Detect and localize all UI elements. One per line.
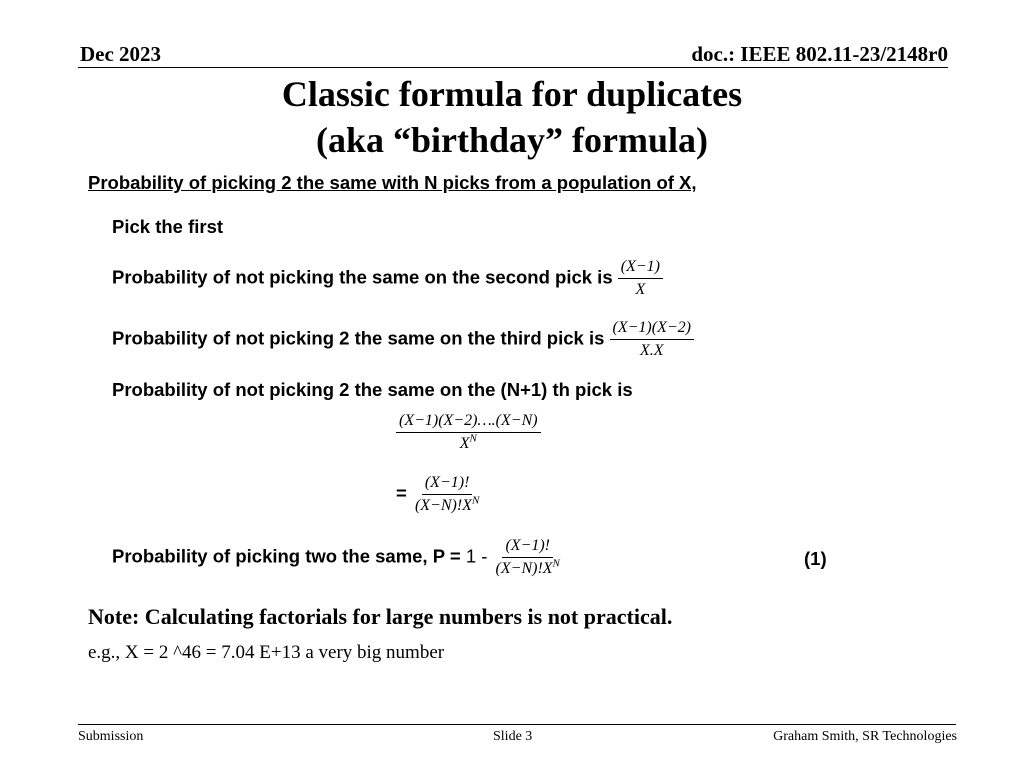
second-pick-line (112, 256, 663, 301)
fraction-denominator (493, 558, 563, 580)
fraction-denominator: X (635, 281, 646, 298)
footer-slide-number: Slide 3 (493, 729, 533, 744)
header-rule (78, 67, 948, 68)
den-base: (X−N)!X (414, 497, 472, 514)
footer-rule (78, 724, 956, 725)
probability-label: Probability of picking two the same, P = (112, 545, 466, 567)
example-text: e.g., X = 2 ^46 = 7.04 E+13 a very big number (88, 642, 445, 663)
footer-author: Graham Smith, SR Technologies (773, 729, 957, 744)
den-exponent: N (471, 494, 480, 507)
footer-submission: Submission (78, 729, 144, 744)
fraction-numerator: (X−1) (618, 256, 663, 279)
den-exponent: N (469, 432, 477, 445)
second-pick-text: Probability of not picking the same on the second pick is (112, 266, 613, 288)
title-line-2: (aka “birthday” formula) (315, 120, 708, 160)
den-base: X (459, 435, 470, 452)
fraction-denominator: X.X (639, 342, 664, 359)
nth-pick-text: Probability of not picking 2 the same on the (N+1) th pick is (112, 379, 633, 400)
fraction (396, 410, 541, 455)
equation-number: (1) (804, 548, 827, 569)
subtitle: Probability of picking 2 the same with N picks from a population of X, (88, 172, 697, 193)
fraction-numerator: (X−1)(X−2) (610, 317, 694, 340)
pick-first-text: Pick the first (112, 216, 224, 237)
den-exponent: N (552, 557, 560, 570)
header-date: Dec 2023 (80, 42, 162, 66)
factorial-fraction (412, 472, 482, 517)
fraction-numerator: (X−1)(X−2)….(X−N) (396, 410, 541, 433)
probability-line (112, 535, 563, 580)
one-minus: 1 - (465, 545, 493, 567)
note-text: Note: Calculating factorials for large numbers is not practical. (88, 604, 673, 629)
second-pick-fraction (618, 256, 663, 301)
fraction-denominator (412, 495, 482, 517)
third-pick-text: Probability of not picking 2 the same on the third pick is (112, 327, 605, 349)
third-pick-fraction (610, 317, 694, 362)
den-base: (X−N)!X (495, 560, 553, 577)
factorial-line (396, 472, 482, 517)
fraction-numerator: (X−1)! (502, 535, 553, 558)
third-pick-line (112, 317, 694, 362)
fraction-denominator (457, 433, 480, 455)
nth-pick-fraction (396, 410, 541, 455)
header-doc-id: doc.: IEEE 802.11-23/2148r0 (691, 42, 948, 66)
title-line-1: Classic formula for duplicates (281, 74, 743, 114)
fraction-numerator: (X−1)! (422, 472, 473, 495)
probability-fraction (493, 535, 563, 580)
equals-sign: = (396, 482, 407, 504)
